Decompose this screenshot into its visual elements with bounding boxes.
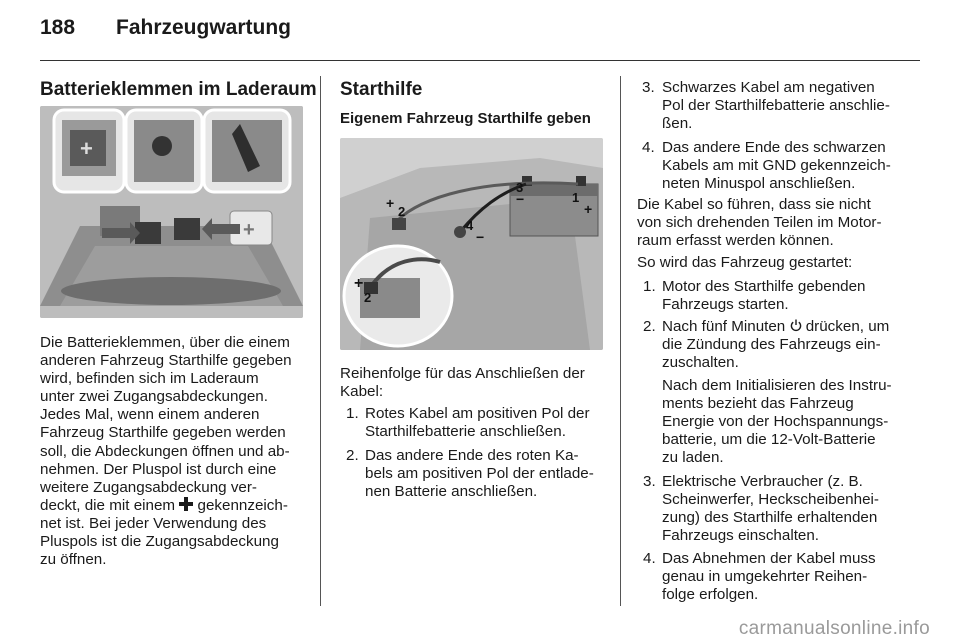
figure-label-4: 4 [466,218,474,233]
svg-text:+: + [243,219,255,241]
figure-minus-battery: − [516,191,525,207]
figure-minus-ground: − [476,229,485,245]
connection-order-intro: Reihenfolge für das Anschließen der Kabel: [340,365,585,401]
figure-inset-label-2: 2 [364,290,372,305]
svg-text:+: + [80,136,93,161]
cable-routing-paragraph: Die Kabel so führen, dass sie nicht von sich drehenden Teilen im Motor- raum erfasst werden können. [637,196,882,250]
figure-label-1: 1 [572,190,580,205]
column-divider-1 [320,76,321,606]
plus-symbol-icon [179,497,193,511]
power-button-icon [790,319,802,332]
section-title-battery-terminals: Batterieklemmen im Laderaum [40,79,317,100]
column-divider-2 [620,76,621,606]
section-title-jump-start: Starthilfe [340,79,423,100]
figure-plus-battery: + [584,201,593,217]
page-title: Fahrzeugwartung [116,16,292,39]
jump-start-figure [340,138,603,350]
battery-terminals-paragraph: Die Batterieklemmen, über die einem anderen Fahrzeug Starthilfe gegeben wird, befinden sich im Laderaum unter zwei Zugangsabdeckungen. Jedes Mal, wenn einem anderen Fahrzeug Starthilfe gegeben werden soll, die Abdeckungen öffnen und ab- nehmen. Der Pluspol ist durch eine weitere Zugangsabdeckung ver- deckt, die mit einem gekennzeich- net ist. Bei jeder Verwendung des Pluspols ist die Zugangsabdeckung zu öffnen. [40,334,292,569]
header-rule [40,60,920,61]
figure-label-2: 2 [398,204,406,219]
subsection-title-own-vehicle: Eigenem Fahrzeug Starthilfe geben [340,110,591,127]
trunk-battery-terminals-figure [40,106,303,318]
figure-plus-vehicle: + [386,195,395,211]
figure-inset-plus: + [354,275,364,292]
start-procedure-intro: So wird das Fahrzeug gestartet: [637,254,853,271]
watermark: carmanualsonline.info [738,618,930,639]
figure-label-3: 3 [516,180,524,195]
page-number: 188 [40,16,76,39]
